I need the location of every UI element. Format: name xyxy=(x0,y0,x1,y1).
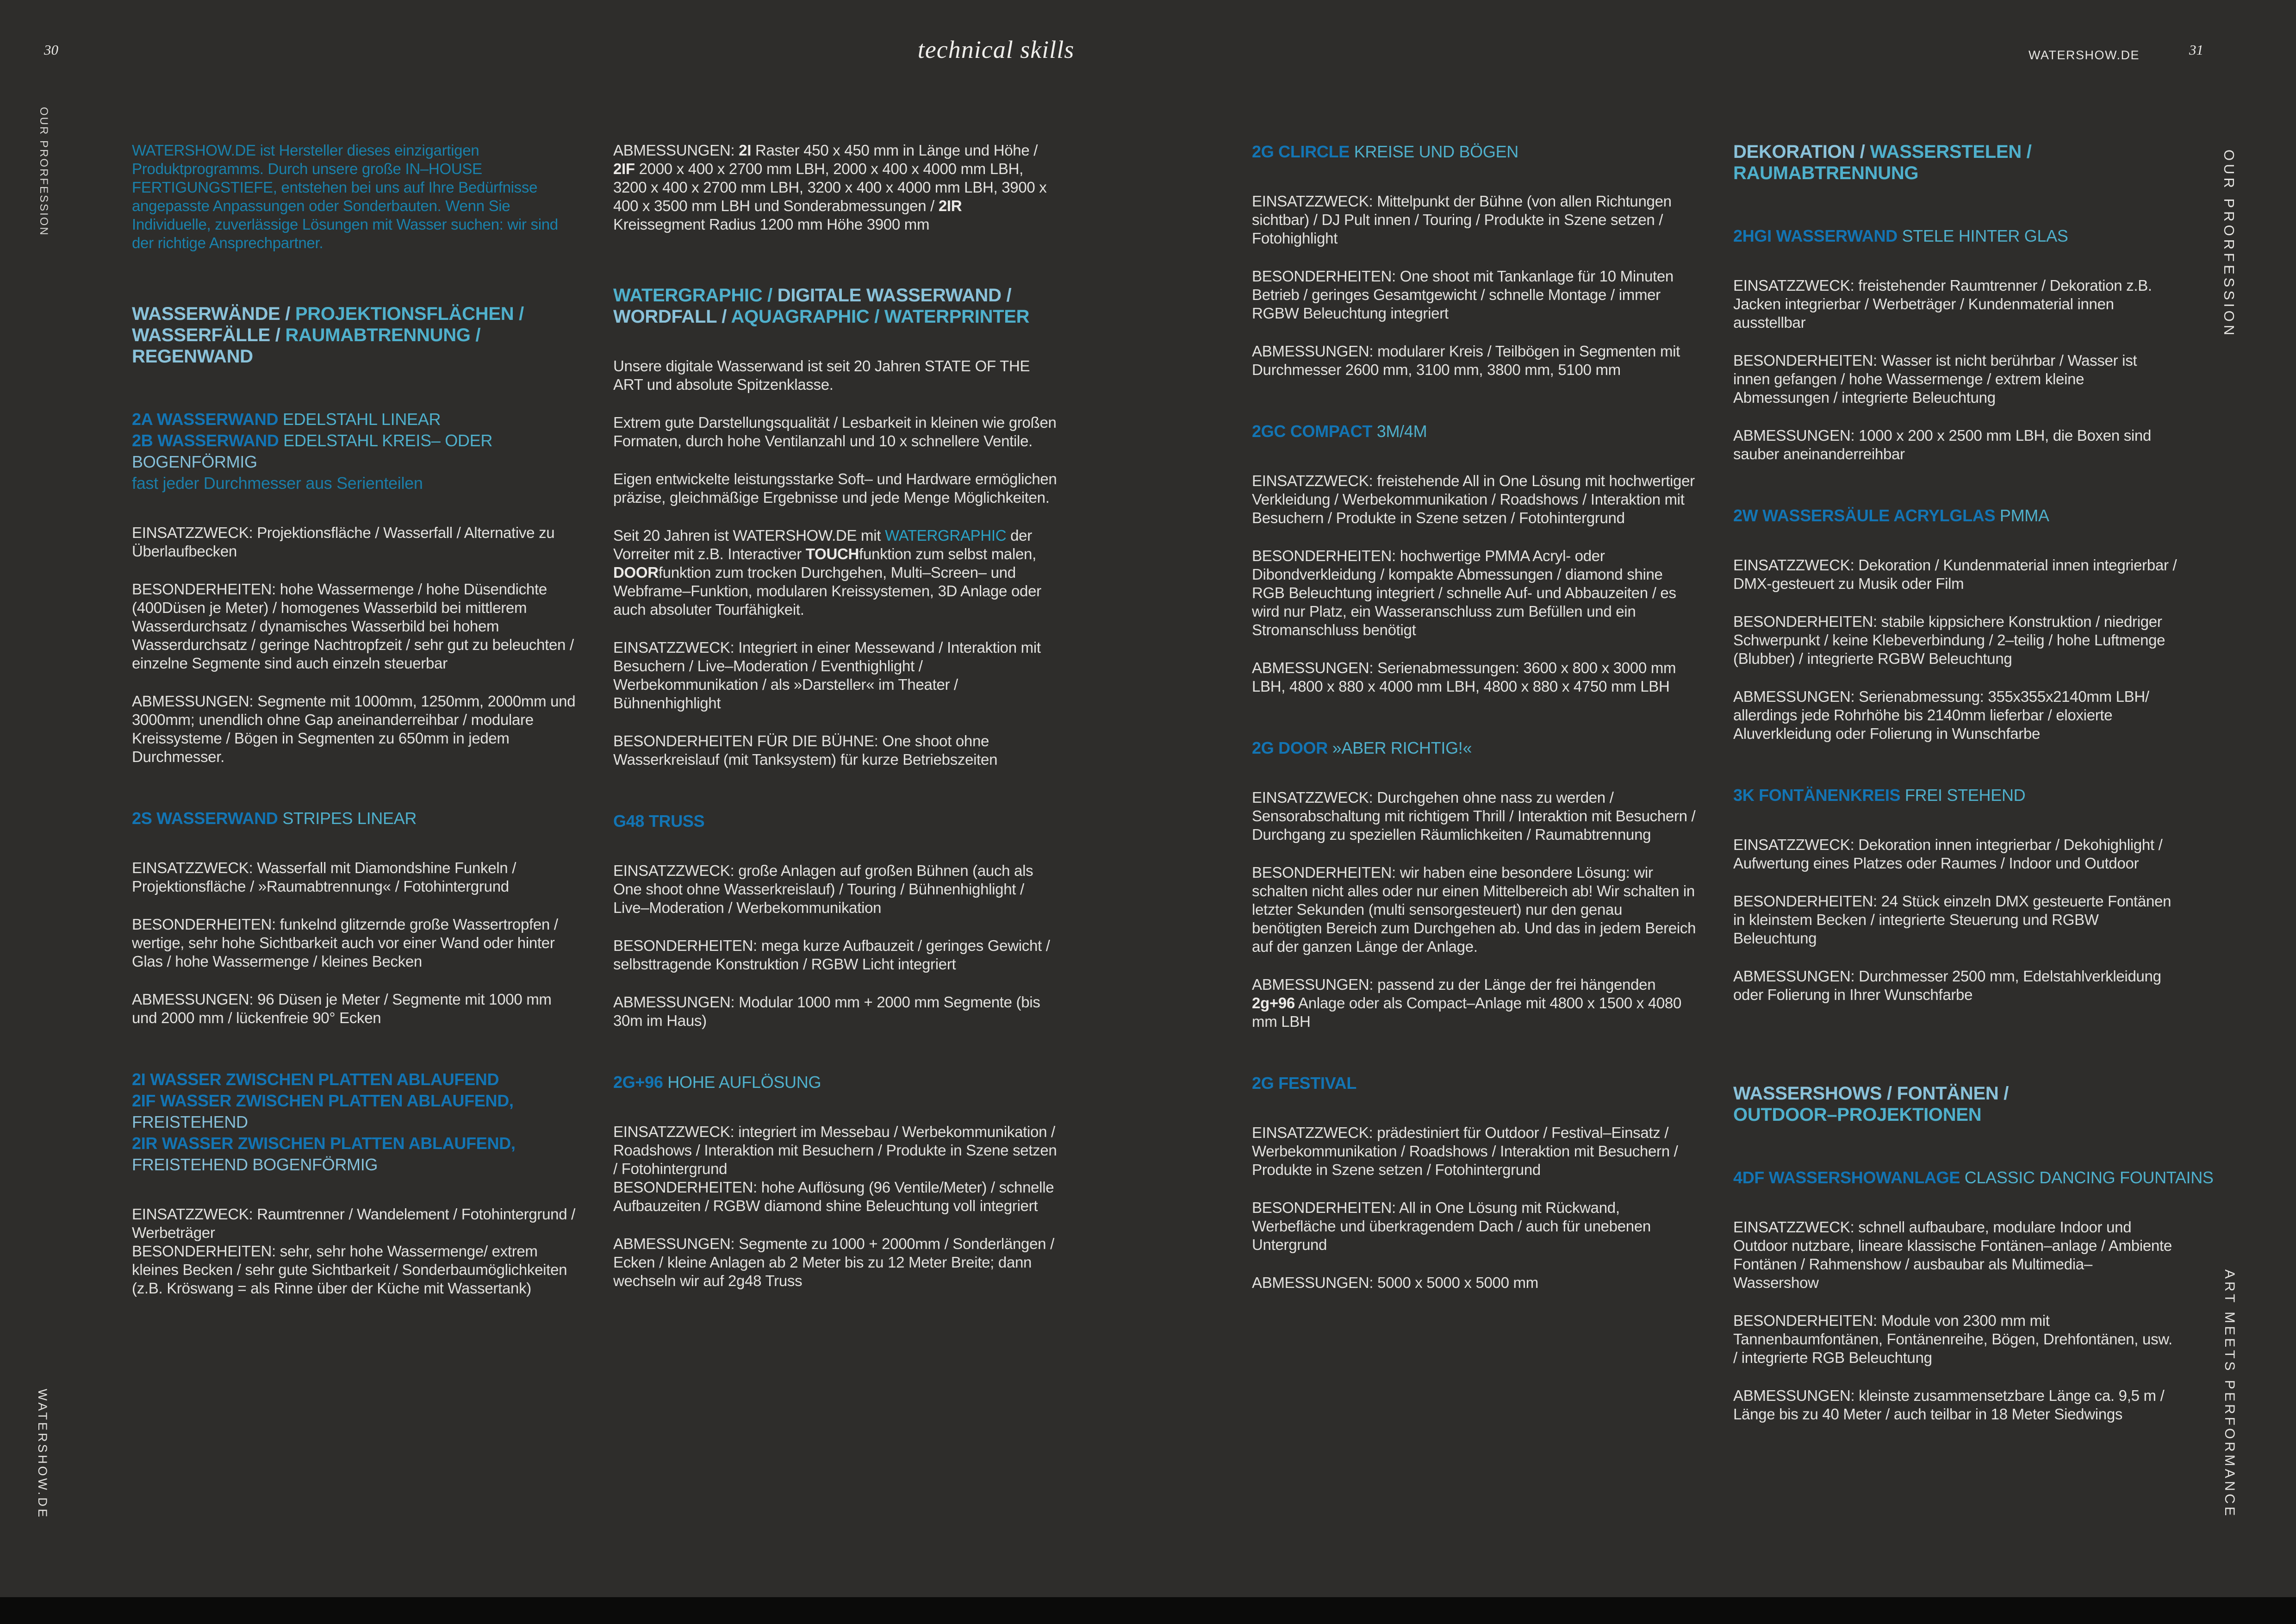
text-segment: 2I xyxy=(739,142,752,159)
text-segment: Eigen entwickelte leistungsstarke Soft– und Hardware ermöglichen präzise, gleichmäßige Ergebnisse und jede Menge Möglichkeiten. xyxy=(613,470,1057,506)
body-paragraph xyxy=(132,1205,576,1242)
text-segment: HOHE AUFLÖSUNG xyxy=(663,1073,821,1092)
body-paragraph xyxy=(613,357,1058,394)
product-code-heading xyxy=(613,1072,1058,1093)
text-segment: 2000 x 400 x 2700 mm LBH, 2000 x 400 x 4000 mm LBH, 3200 x 400 x 2700 mm LBH, 3200 x 400 x 4000 mm LBH, 3900 x 400 x 3500 mm LBH und Sonderabmessungen / xyxy=(613,160,1047,214)
text-segment: Extrem gute Darstellungsqualität / Lesbarkeit in kleinen wie großen Formaten, durch hohe Ventilanzahl und 10 x schnellere Ventile. xyxy=(613,414,1057,450)
text-segment: KREISE UND BÖGEN xyxy=(1350,142,1518,161)
text-segment: PMMA xyxy=(1995,506,2049,525)
text-segment: 2G FESTIVAL xyxy=(1252,1074,1357,1093)
text-segment: Anlage oder als Compact–Anlage mit 4800 x 1500 x 4080 mm LBH xyxy=(1252,994,1682,1030)
body-paragraph xyxy=(132,859,576,896)
text-segment: 2HGI WASSERWAND xyxy=(1733,226,1898,245)
text-segment: EINSATZZWECK: Raumtrenner / Wandelement / Fotohintergrund / Werbeträger xyxy=(132,1206,575,1241)
body-paragraph xyxy=(1252,547,1696,639)
text-segment: AQUAGRAPHIC / WATERPRINTER xyxy=(731,306,1030,327)
text-segment: DEKORATION / xyxy=(1733,142,1870,162)
body-paragraph xyxy=(1252,192,1696,248)
text-segment: FREISTEHEND xyxy=(132,1112,248,1131)
body-paragraph xyxy=(1252,472,1696,527)
text-segment: funktion zum trocken Durchgehen, Multi–Screen– und Webframe–Funktion, modularen Kreissystemen, 3D Anlage oder auch absoluter Tourfähigkeit. xyxy=(613,564,1041,618)
text-segment: 2IF xyxy=(613,160,635,177)
body-paragraph xyxy=(1733,1312,2178,1367)
text-segment: 2W WASSERSÄULE ACRYLGLAS xyxy=(1733,506,1996,525)
body-paragraph xyxy=(1252,267,1696,323)
text-segment: 2G CLIRCLE xyxy=(1252,142,1350,161)
text-segment: 4DF WASSERSHOWANLAGE xyxy=(1733,1168,1960,1187)
text-segment: STRIPES LINEAR xyxy=(278,809,417,828)
text-segment: BESONDERHEITEN: stabile kippsichere Konstruktion / niedriger Schwerpunkt / keine Klebeverbindung / 2–teilig / hohe Luftmenge (Blubber) / integrierte RGBW Beleuchtung xyxy=(1733,613,2165,667)
text-segment: EDELSTAHL KREIS– ODER xyxy=(279,431,493,450)
text-segment: 2I WASSER ZWISCHEN PLATTEN ABLAUFEND xyxy=(132,1070,499,1089)
page-number-right: 31 xyxy=(2189,42,2203,58)
body-paragraph xyxy=(132,524,576,561)
text-segment: 2GC COMPACT xyxy=(1252,422,1373,441)
text-segment: BESONDERHEITEN: One shoot mit Tankanlage für 10 Minuten Betrieb / geringes Gesamtgewicht / schnelle Montage / immer RGBW Beleuchtung integriert xyxy=(1252,268,1674,322)
text-segment: ABMESSUNGEN: kleinste zusammensetzbare Länge ca. 9,5 m / Länge bis zu 40 Meter / auch teilbar in 18 Meter Siedwings xyxy=(1733,1387,2165,1423)
text-segment: BESONDERHEITEN: Wasser ist nicht berührbar / Wasser ist innen gefangen / hohe Wassermenge / extrem kleine Abmessungen / integrierte Beleuchtung xyxy=(1733,352,2137,406)
page-number-left: 30 xyxy=(44,42,58,58)
text-segment: WASSERSHOWS / FONTÄNEN / xyxy=(1733,1083,2009,1104)
text-segment: WASSERWÄNDE / xyxy=(132,304,295,324)
text-segment: CLASSIC DANCING FOUNTAINS xyxy=(1960,1168,2214,1187)
product-code-heading xyxy=(1733,505,2178,526)
body-paragraph xyxy=(1252,1124,1696,1179)
text-segment: REGENWAND xyxy=(132,346,253,367)
text-segment: 2IR xyxy=(938,197,962,214)
body-paragraph xyxy=(613,526,1058,619)
text-segment: EINSATZZWECK: prädestiniert für Outdoor / Festival–Einsatz / Werbekommunikation / Roadshows / Interaktion mit Besuchern / Produkte in Szene setzen / Fotohintergrund xyxy=(1252,1124,1678,1178)
text-segment: ABMESSUNGEN: 96 Düsen je Meter / Segmente mit 1000 mm und 2000 mm / lückenfreie 90° Ecken xyxy=(132,991,552,1026)
product-code-heading xyxy=(1252,141,1696,162)
text-segment: RAUMABTRENNUNG / xyxy=(285,325,481,345)
text-segment: WATERSHOW.DE ist Hersteller dieses einzigartigen Produktprogramms. Durch unsere große IN–HOUSE FERTIGUNGSTIEFE, entstehen bei uns auf Ihre Bedürfnisse angepasste Anpassungen oder Sonderbauten. Wenn Sie Individuelle, zuverlässige Lösungen mit Wasser suchen: wir sind der richtige Ansprechpartner. xyxy=(132,142,558,251)
text-segment: EINSATZZWECK: freistehende All in One Lösung mit hochwertiger Verkleidung / Werbekommunikation / Roadshows / Interaktion mit Besuchern / Produkte in Szene setzen / Fotohintergrund xyxy=(1252,472,1695,526)
body-paragraph xyxy=(1252,975,1696,1031)
edge-label-left-top: OUR PRORFESSION xyxy=(37,107,50,237)
text-segment: EINSATZZWECK: Dekoration innen integrierbar / Dekohighlight / Aufwertung eines Platzes oder Raumes / Indoor und Outdoor xyxy=(1733,836,2163,872)
text-segment: PROJEKTIONSFLÄCHEN / xyxy=(295,304,524,324)
text-segment: funktion zum selbst malen, xyxy=(859,545,1036,562)
text-segment: Raster 450 x 450 mm in Länge und Höhe / xyxy=(751,142,1038,159)
product-code-heading xyxy=(132,409,576,494)
body-paragraph xyxy=(613,1123,1058,1178)
body-paragraph xyxy=(132,692,576,766)
text-segment: BESONDERHEITEN: hohe Wassermenge / hohe Düsendichte (400Düsen je Meter) / homogenes Wasserbild bei mittlerem Wasserdurchsatz / dynamisches Wasserbild bei hohem Wasserdurchsatz / geringe Nachtropfzeit / sehr gut zu beleuchten / einzelne Segmente sind auch einzeln steuerbar xyxy=(132,581,574,672)
body-paragraph xyxy=(613,638,1058,712)
text-segment: 2G DOOR xyxy=(1252,738,1328,757)
body-paragraph xyxy=(613,413,1058,450)
section-heading xyxy=(613,285,1058,327)
bottom-bar xyxy=(0,1597,2296,1624)
text-segment: BESONDERHEITEN: Module von 2300 mm mit Tannenbaumfontänen, Fontänenreihe, Bögen, Drehfontänen, usw. / integrierte RGB Beleuchtung xyxy=(1733,1312,2172,1366)
body-paragraph xyxy=(613,993,1058,1030)
text-segment: ABMESSUNGEN: modularer Kreis / Teilbögen in Segmenten mit Durchmesser 2600 mm, 3100 mm, 3800 mm, 5100 mm xyxy=(1252,343,1680,378)
body-paragraph xyxy=(613,937,1058,974)
text-segment: »ABER RICHTIG!« xyxy=(1327,738,1472,757)
text-segment: 2g+96 xyxy=(1252,994,1295,1012)
text-segment: 3M/4M xyxy=(1372,422,1427,441)
text-segment: EDELSTAHL LINEAR xyxy=(278,410,441,429)
text-segment: fast jeder Durchmesser aus Serienteilen xyxy=(132,474,423,493)
text-segment: EINSATZZWECK: Projektionsfläche / Wasserfall / Alternative zu Überlaufbecken xyxy=(132,524,555,560)
body-paragraph xyxy=(1733,351,2178,407)
body-paragraph xyxy=(613,141,1058,234)
product-code-heading xyxy=(1733,1167,2214,1188)
product-code-heading xyxy=(613,811,1058,832)
body-paragraph xyxy=(132,1242,576,1279)
text-segment: DIGITALE WASSERWAND / xyxy=(777,285,1012,306)
text-segment: EINSATZZWECK: Integriert in einer Messewand / Interaktion mit Besuchern / Live–Moderation / Eventhighlight / Werbekommunikation / als »Darsteller« im Theater / Bühnenhighlight xyxy=(613,639,1041,712)
product-code-heading xyxy=(132,808,576,829)
body-paragraph xyxy=(1252,1274,1696,1292)
product-code-heading xyxy=(1252,737,1696,759)
body-paragraph xyxy=(132,1279,576,1298)
body-paragraph xyxy=(613,1235,1058,1290)
text-segment: EINSATZZWECK: große Anlagen auf großen Bühnen (auch als One shoot ohne Wasserkreislauf) / Touring / Bühnenhighlight / Live–Moderation / Werbekommunikation xyxy=(613,862,1033,916)
column-2 xyxy=(613,0,1058,1290)
text-segment: ABMESSUNGEN: Serienabmessungen: 3600 x 800 x 3000 mm LBH, 4800 x 880 x 4000 mm LBH, 4800 x 880 x 4750 mm LBH xyxy=(1252,659,1676,695)
text-segment: STELE HINTER GLAS xyxy=(1897,226,2068,245)
text-segment: WATERGRAPHIC / xyxy=(613,285,778,306)
text-segment: BESONDERHEITEN: All in One Lösung mit Rückwand, Werbefläche und überkragendem Dach / auch für unebenen Untergrund xyxy=(1252,1199,1651,1253)
text-segment: ABMESSUNGEN: Modular 1000 mm + 2000 mm Segmente (bis 30m im Haus) xyxy=(613,993,1040,1029)
text-segment: ABMESSUNGEN: 1000 x 200 x 2500 mm LBH, die Boxen sind sauber aneinanderreihbar xyxy=(1733,427,2152,462)
text-segment: (z.B. Kröswang = als Rinne über der Küche mit Wassertank) xyxy=(132,1280,531,1297)
body-paragraph xyxy=(1252,659,1696,696)
brand-header: WATERSHOW.DE xyxy=(2028,48,2140,62)
product-code-heading xyxy=(1252,1073,1696,1094)
body-paragraph xyxy=(1733,556,2178,593)
body-paragraph xyxy=(1733,1218,2178,1292)
text-segment: ABMESSUNGEN: Durchmesser 2500 mm, Edelstahlverkleidung oder Folierung in Ihrer Wunschfarbe xyxy=(1733,968,2161,1003)
text-segment: 2B WASSERWAND xyxy=(132,431,279,450)
text-segment: ABMESSUNGEN: Serienabmessung: 355x355x2140mm LBH/ allerdings jede Rohrhöhe bis 2140mm lieferbar / eloxierte Aluverkleidung oder Folierung in Wunschfarbe xyxy=(1733,688,2149,742)
text-segment: EINSATZZWECK: Durchgehen ohne nass zu werden / Sensorabschaltung mit richtigem Thrill / Interaktion mit Besuchern / Durchgang zu speziellen Räumlichkeiten / Raumabtrennung xyxy=(1252,789,1696,843)
text-segment: EINSATZZWECK: schnell aufbaubare, modulare Indoor und Outdoor nutzbare, lineare klassische Fontänen–anlage / Ambiente Fontänen / Rahmenshow / ausbaubar als Multimedia–Wassershow xyxy=(1733,1218,2172,1291)
text-segment: WATERGRAPHIC xyxy=(885,527,1007,544)
product-code-heading xyxy=(1733,225,2178,247)
text-segment: EINSATZZWECK: Dekoration / Kundenmaterial innen integrierbar / DMX-gesteuert zu Musik oder Film xyxy=(1733,556,2177,592)
body-paragraph xyxy=(1733,1387,2178,1424)
body-paragraph xyxy=(613,470,1058,507)
text-segment: 2IR WASSER ZWISCHEN PLATTEN ABLAUFEND, xyxy=(132,1134,516,1153)
text-segment: 2G+96 xyxy=(613,1073,663,1092)
text-segment: DOOR xyxy=(613,564,659,581)
column-1 xyxy=(132,0,576,1298)
edge-label-right-top: OUR PRORFESSION xyxy=(2221,150,2237,339)
body-paragraph xyxy=(613,862,1058,917)
text-segment: der Vorreiter mit z.B. Interactiver xyxy=(613,527,1032,562)
text-segment: BESONDERHEITEN: sehr, sehr hohe Wassermenge/ extrem kleines Becken / sehr gute Sichtbarkeit / Sonderbaumöglichkeiten xyxy=(132,1243,567,1278)
body-paragraph xyxy=(1252,863,1696,956)
product-code-heading xyxy=(1733,785,2178,806)
text-segment: ABMESSUNGEN: 5000 x 5000 x 5000 mm xyxy=(1252,1274,1538,1291)
body-paragraph xyxy=(1733,967,2178,1004)
text-segment: EINSATZZWECK: Mittelpunkt der Bühne (von allen Richtungen sichtbar) / DJ Pult innen / Touring / Produkte in Szene setzen / Fotohighlight xyxy=(1252,193,1672,247)
text-segment: BESONDERHEITEN: mega kurze Aufbauzeit / geringes Gewicht / selbsttragende Konstruktion / RGBW Licht integriert xyxy=(613,937,1050,973)
section-heading xyxy=(132,303,576,367)
text-segment: EINSATZZWECK: Wasserfall mit Diamondshine Funkeln / Projektionsfläche / »Raumabtrennung« / Fotohintergrund xyxy=(132,859,516,895)
text-segment: OUTDOOR–PROJEKTIONEN xyxy=(1733,1105,1982,1125)
text-segment: WASSERFÄLLE / xyxy=(132,325,286,345)
body-paragraph xyxy=(613,1178,1058,1215)
page-title: technical skills xyxy=(917,36,1075,63)
text-segment: BESONDERHEITEN: 24 Stück einzeln DMX gesteuerte Fontänen in kleinstem Becken / integrierte Steuerung und RGBW Beleuchtung xyxy=(1733,893,2172,947)
text-segment: 2A WASSERWAND xyxy=(132,410,279,429)
body-paragraph xyxy=(132,580,576,673)
edge-label-right-bottom: ART MEETS PERFORMANCE xyxy=(2222,1269,2237,1519)
text-segment: TOUCH xyxy=(805,545,859,562)
body-paragraph xyxy=(1733,892,2178,948)
text-segment: ABMESSUNGEN: passend zu der Länge der frei hängenden xyxy=(1252,976,1656,993)
text-segment: Unsere digitale Wasserwand ist seit 20 Jahren STATE OF THE ART und absolute Spitzenklasse. xyxy=(613,357,1030,393)
text-segment: WASSERSTELEN / xyxy=(1870,142,2032,162)
text-segment: ABMESSUNGEN: Segmente mit 1000mm, 1250mm, 2000mm und 3000mm; unendlich ohne Gap aneinanderreihbar / modulare Kreissysteme / Bögen in Segmenten zu 650mm in jedem Durchmesser. xyxy=(132,693,576,765)
text-segment: BESONDERHEITEN FÜR DIE BÜHNE: One shoot ohne Wasserkreislauf (mit Tanksystem) für kurze Betriebszeiten xyxy=(613,732,998,768)
edge-label-left-bottom: WATERSHOW.DE xyxy=(36,1389,50,1519)
body-paragraph xyxy=(1252,342,1696,379)
text-segment: BESONDERHEITEN: hochwertige PMMA Acryl- oder Dibondverkleidung / kompakte Abmessungen / diamond shine RGB Beleuchtung integriert / schnelle Auf- und Abbauzeiten / es wird nur Platz, ein Wasseranschluss zum Befüllen und ein Stromanschluss benötigt xyxy=(1252,547,1676,638)
body-paragraph xyxy=(1733,612,2178,668)
product-code-heading xyxy=(1252,421,1696,442)
text-segment: 3K FONTÄNENKREIS xyxy=(1733,786,1901,805)
column-3 xyxy=(1252,0,1696,1292)
text-segment: FREISTEHEND BOGENFÖRMIG xyxy=(132,1155,378,1174)
body-paragraph xyxy=(1252,1199,1696,1254)
text-segment: Seit 20 Jahren ist WATERSHOW.DE mit xyxy=(613,527,885,544)
text-segment: 2S WASSERWAND xyxy=(132,809,278,828)
body-paragraph xyxy=(132,915,576,971)
section-heading xyxy=(1733,1083,2178,1125)
body-paragraph xyxy=(1733,687,2178,743)
body-paragraph xyxy=(1733,426,2178,463)
text-segment: BESONDERHEITEN: wir haben eine besondere Lösung: wir schalten nicht alles oder nur einen Mittelbereich ab! Wir schalten in letzter Sekunden (multi sensorgesteuert) nur den genau benötigten Bereich zum Durchgehen ab. Und das in jedem Bereich auf der ganzen Länge der Anlage. xyxy=(1252,864,1696,955)
text-segment: EINSATZZWECK: integriert im Messebau / Werbekommunikation / Roadshows / Interaktion mit Besuchern / Produkte in Szene setzen / Fotohintergrund xyxy=(613,1123,1057,1177)
text-segment: WORDFALL / xyxy=(613,306,731,327)
text-segment: Kreissegment Radius 1200 mm Höhe 3900 mm xyxy=(613,216,930,233)
section-heading xyxy=(1733,141,2178,184)
text-segment: 2IF WASSER ZWISCHEN PLATTEN ABLAUFEND, xyxy=(132,1091,514,1110)
text-segment: ABMESSUNGEN: Segmente zu 1000 + 2000mm / Sonderlängen / Ecken / kleine Anlagen ab 2 Meter bis zu 12 Meter Breite; dann wechseln wir auf 2g48 Truss xyxy=(613,1235,1054,1289)
text-segment: G48 TRUSS xyxy=(613,812,705,831)
body-paragraph xyxy=(1733,836,2178,873)
product-code-heading xyxy=(132,1069,576,1175)
text-segment: BESONDERHEITEN: funkelnd glitzernde große Wassertropfen / wertige, sehr hohe Sichtbarkeit auch vor einer Wand oder hinter Glas / hohe Wassermenge / kleines Becken xyxy=(132,916,558,970)
body-paragraph xyxy=(613,732,1058,769)
text-segment: BESONDERHEITEN: hohe Auflösung (96 Ventile/Meter) / schnelle Aufbauzeiten / RGBW diamond shine Beleuchtung voll integriert xyxy=(613,1179,1054,1214)
text-segment: BOGENFÖRMIG xyxy=(132,452,257,471)
body-paragraph xyxy=(132,990,576,1027)
text-segment: ABMESSUNGEN: xyxy=(613,142,739,159)
body-paragraph xyxy=(1733,276,2178,332)
text-segment: EINSATZZWECK: freistehender Raumtrenner / Dekoration z.B. Jacken integrierbar / Werbeträger / Kundenmaterial innen ausstellbar xyxy=(1733,277,2152,331)
text-segment: RAUMABTRENNUNG xyxy=(1733,163,1919,183)
intro-paragraph xyxy=(132,141,576,252)
text-segment: FREI STEHEND xyxy=(1900,786,2026,805)
body-paragraph xyxy=(1252,788,1696,844)
